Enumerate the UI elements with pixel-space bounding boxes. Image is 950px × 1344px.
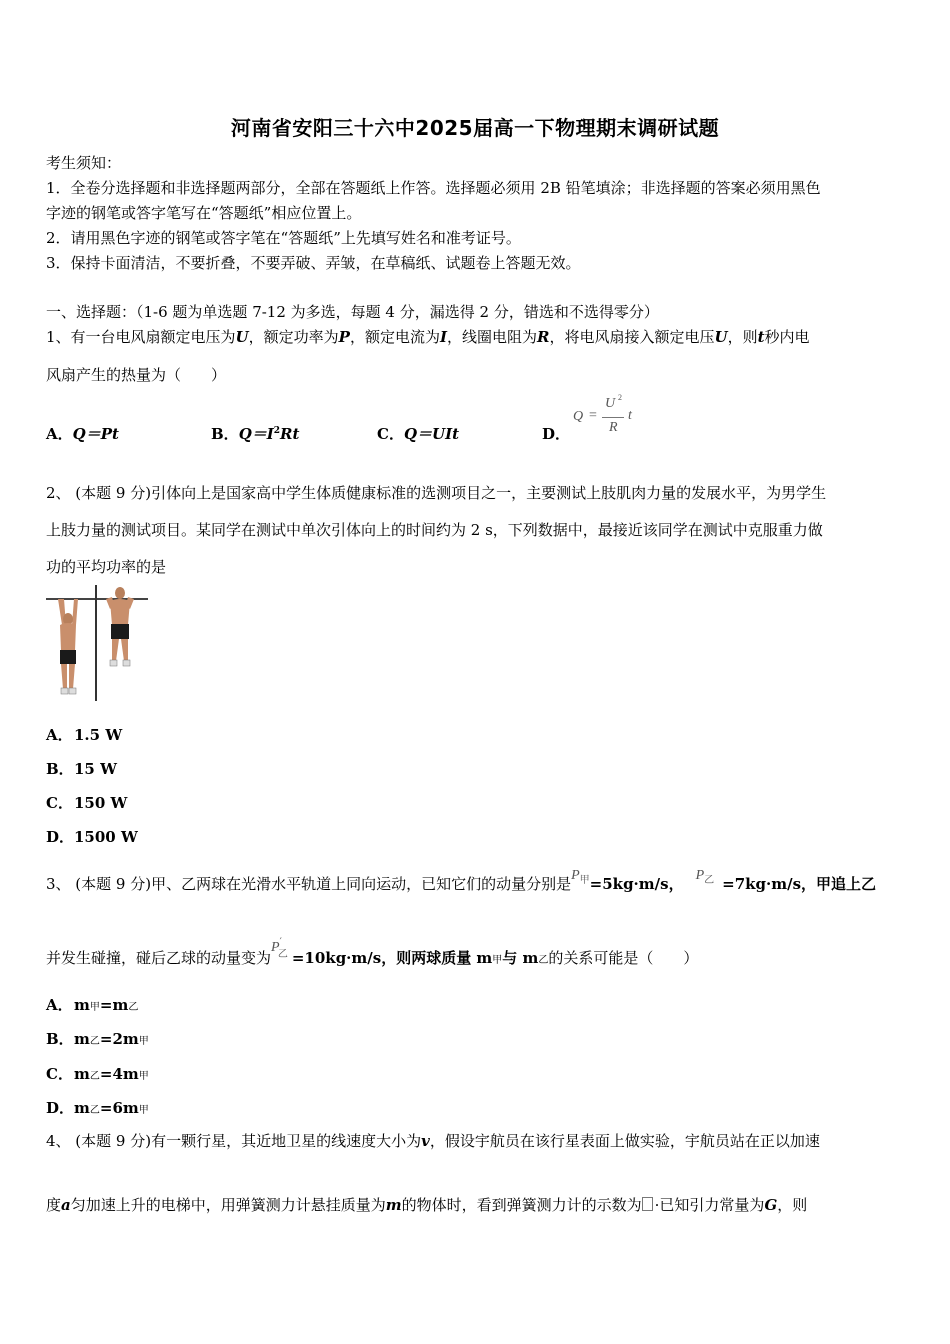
q2-option-d[interactable]: D．1500 W <box>46 828 138 846</box>
q1-option-a[interactable]: A．Q＝Pt <box>46 425 119 443</box>
question-1-text-cont: 风扇产生的热量为（ ） <box>46 366 227 384</box>
q2-option-a[interactable]: A．1.5 W <box>46 726 123 744</box>
question-3-text: 3、 (本题 9 分)甲、乙两球在光滑水平轨道上同向运动，已知它们的动量分别是$P^甲=5kg\cdot m/s$， $P^乙 =7kg\cdot m/s$，甲追上乙 <box>46 868 877 893</box>
notice-item-1-cont: 字迹的钢笔或答字笔写在“答题纸”相应位置上。 <box>46 204 362 222</box>
notice-heading: 考生须知： <box>46 154 122 172</box>
q3-option-d[interactable]: D．m乙=6m甲 <box>46 1099 149 1117</box>
notice-item-1: 1．全卷分选择题和非选择题两部分，全部在答题纸上作答。选择题必须用 2B 铅笔填涂；非选择题的答案必须用黑色 <box>46 179 821 197</box>
question-2-text: 2、 (本题 9 分)引体向上是国家高中学生体质健康标准的选测项目之一，主要测试上肢肌肉力量的发展水平，为男学生 <box>46 484 827 502</box>
q1-option-d[interactable]: D． <box>542 425 571 443</box>
q3-option-b[interactable]: B．m乙=2m甲 <box>46 1030 149 1048</box>
q1-option-b[interactable]: B．$Q=I^2Rt$ <box>211 425 300 443</box>
section-heading: 一、选择题：（1-6 题为单选题 7-12 为多选，每题 4 分，漏选得 2 分，错选和不选得零分） <box>46 303 659 321</box>
notice-item-3: 3．保持卡面清洁，不要折叠，不要弄破、弄皱，在草稿纸、试题卷上答题无效。 <box>46 254 581 272</box>
q3-option-c[interactable]: C．m乙=4m甲 <box>46 1065 149 1083</box>
q2-option-c[interactable]: C．150 W <box>46 794 128 812</box>
q3-option-a[interactable]: A．m甲=m乙 <box>46 996 139 1014</box>
missing-formula-icon <box>642 1197 653 1211</box>
q2-option-b[interactable]: B．15 W <box>46 760 117 778</box>
question-3-text-cont: 并发生碰撞，碰后乙球的动量变为$P^{'乙} =10kg\cdot m/s$，则两球质量 m甲与 m乙的关系可能是（ ） <box>46 937 699 967</box>
question-4-text-cont: 度a匀加速上升的电梯中，用弹簧测力计悬挂质量为m的物体时，看到弹簧测力计的示数为 ·已知引力常量为G，则 <box>46 1196 808 1214</box>
question-4-text: 4、 (本题 9 分)有一颗行星，其近地卫星的线速度大小为v，假设宇航员在该行星表面上做实验，宇航员站在正以加速 <box>46 1132 820 1150</box>
page-title: 河南省安阳三十六中2025届高一下物理期末调研试题 <box>230 116 720 140</box>
question-2-text-cont-2: 功的平均功率的是 <box>46 558 167 576</box>
q1-option-c[interactable]: C．Q＝UIt <box>377 425 460 443</box>
q1-option-d-formula: Q = U 2 R t <box>573 393 632 435</box>
question-2-text-cont: 上肢力量的测试项目。某同学在测试中单次引体向上的时间约为 2 s，下列数据中，最接近该同学在测试中克服重力做 <box>46 521 823 539</box>
pull-up-illustration <box>46 585 148 701</box>
question-1-text: 1、有一台电风扇额定电压为U，额定功率为P，额定电流为I，线圈电阻为R，将电风扇接入额定电压U，则t秒内电 <box>46 328 810 346</box>
hanging-figure <box>58 599 78 694</box>
notice-item-2: 2．请用黑色字迹的钢笔或答字笔在“答题纸”上先填写姓名和准考证号。 <box>46 229 521 247</box>
pulled-up-figure <box>106 587 134 666</box>
